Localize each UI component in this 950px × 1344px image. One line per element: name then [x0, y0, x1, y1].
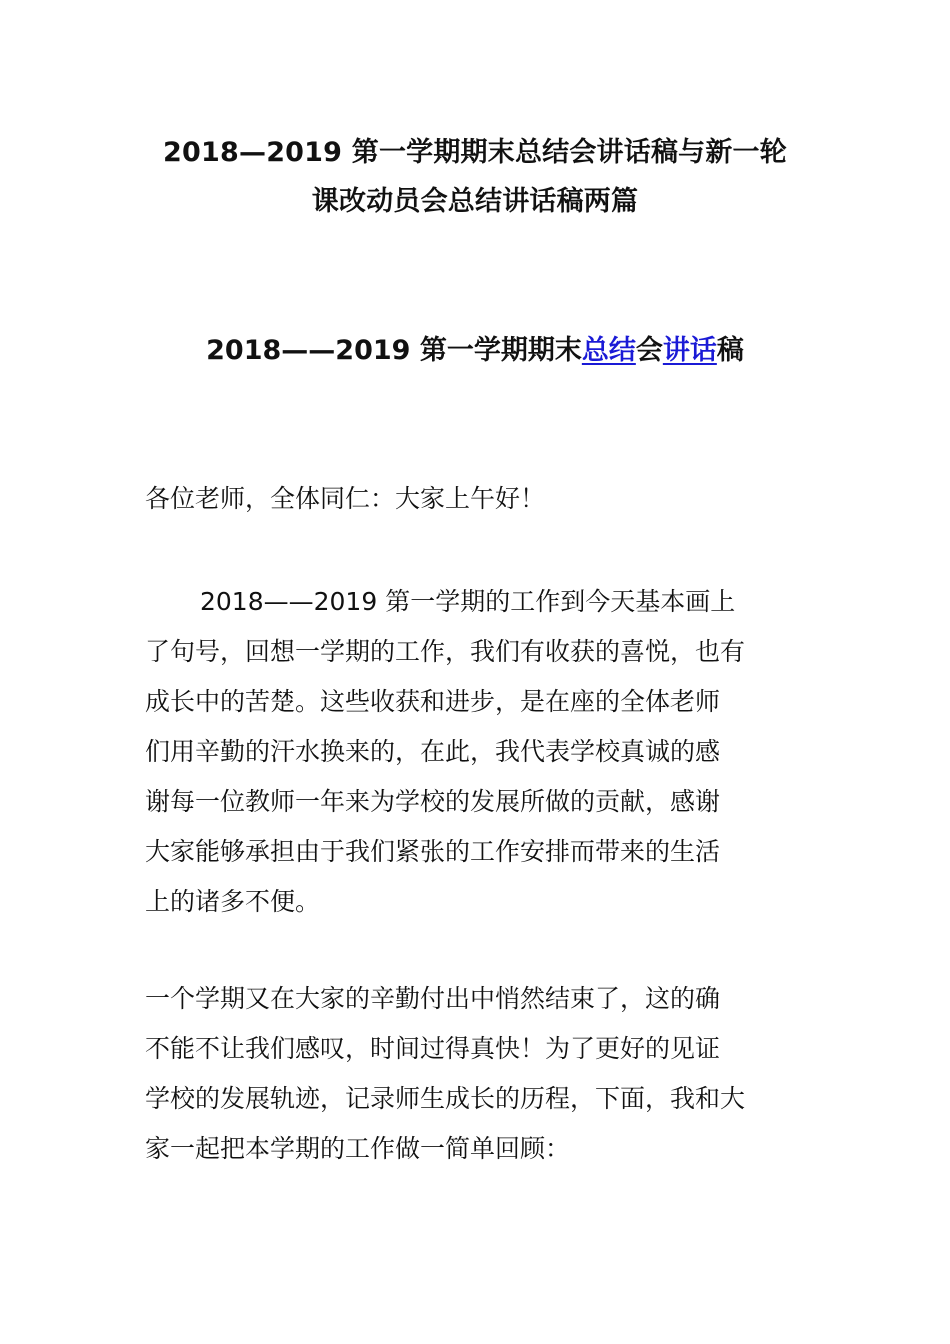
paragraph-line: 成长中的苦楚。这些收获和进步，是在座的全体老师: [145, 687, 721, 716]
main-title: [130, 128, 820, 226]
paragraph-line: 家一起把本学期的工作做一简单回顾：: [145, 1134, 571, 1163]
main-title-line-2: 课改动员会总结讲话稿两篇: [311, 186, 639, 217]
main-title-line-1: 2018—2019 第一学期期末总结会讲话稿与新一轮: [163, 137, 787, 168]
link-summary[interactable]: 总结: [581, 335, 636, 366]
section-title-prefix: 2018——2019 第一学期期末: [206, 335, 582, 366]
link-speech[interactable]: 讲话: [662, 335, 717, 366]
section-title: [120, 331, 830, 371]
paragraph-line: 2018——2019 第一学期的工作到今天基本画上: [200, 587, 736, 616]
paragraph-line: 学校的发展轨迹，记录师生成长的历程，下面，我和大: [145, 1084, 746, 1113]
paragraph-2: [145, 974, 813, 1174]
paragraph-1: [145, 577, 813, 927]
paragraph-line: 不能不让我们感叹，时间过得真快！为了更好的见证: [145, 1034, 721, 1063]
paragraph-line: 谢每一位教师一年来为学校的发展所做的贡献，感谢: [145, 787, 721, 816]
section-title-suffix: 稿: [716, 335, 744, 366]
paragraph-line: 们用辛勤的汗水换来的，在此，我代表学校真诚的感: [145, 737, 721, 766]
paragraph-line: 了句号，回想一学期的工作，我们有收获的喜悦，也有: [145, 637, 746, 666]
section-title-middle: 会: [635, 335, 663, 366]
greeting: 各位老师，全体同仁：大家上午好！: [145, 484, 546, 513]
paragraph-line: 上的诸多不便。: [145, 887, 321, 916]
paragraph-line: 大家能够承担由于我们紧张的工作安排而带来的生活: [145, 837, 721, 866]
paragraph-line: 一个学期又在大家的辛勤付出中悄然结束了，这的确: [145, 984, 721, 1013]
